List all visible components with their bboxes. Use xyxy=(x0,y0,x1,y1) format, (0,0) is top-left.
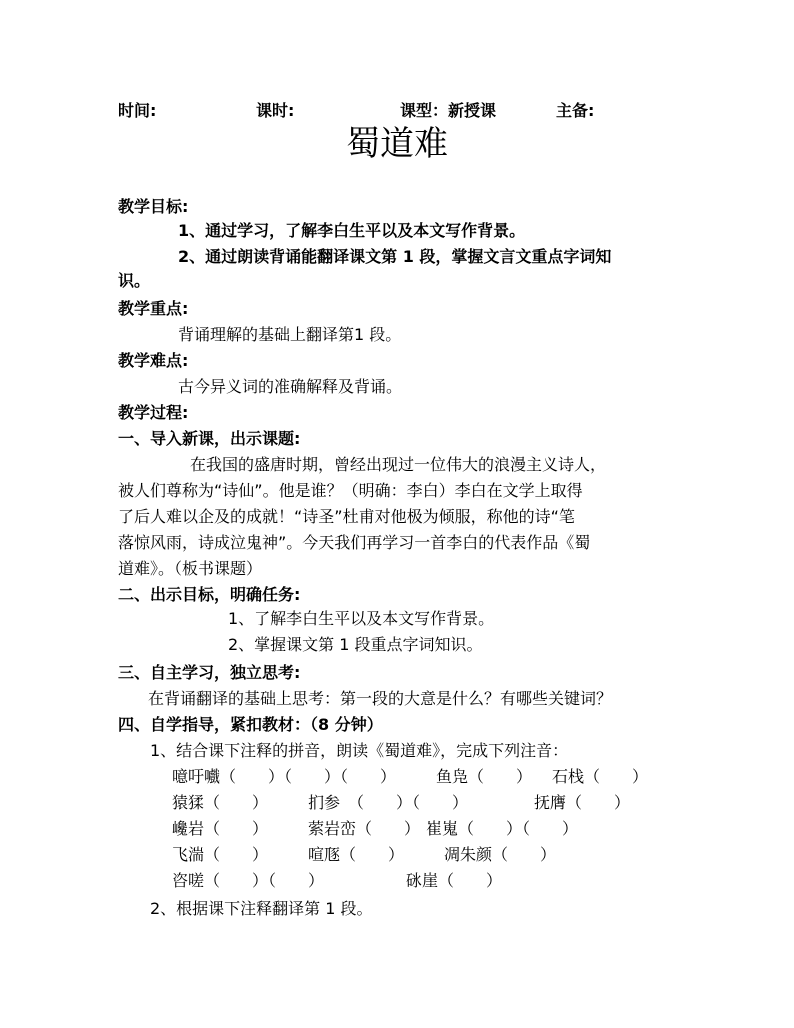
objective-item-2: 2、通过朗读背诵能翻译课文第 1 段，掌握文言文重点字词知 xyxy=(178,247,612,266)
difficulties-heading: 教学难点: xyxy=(118,351,189,370)
key-points-text: 背诵理解的基础上翻译第1 段。 xyxy=(178,325,402,344)
section2-item-2: 2、掌握课文第 1 段重点字词知识。 xyxy=(228,635,483,654)
pinyin-item: 石栈（ ） xyxy=(552,767,649,786)
section4-heading: 四、自学指导，紧扣教材：（8 分钟） xyxy=(118,715,383,734)
pinyin-item: 喧豗（ ） xyxy=(308,845,405,864)
difficulties-text: 古今异义词的准确解释及背诵。 xyxy=(178,377,403,396)
section4-task-2: 2、根据课下注释翻译第 1 段。 xyxy=(150,899,373,918)
section1-line-1: 在我国的盛唐时期，曾经出现过一位伟大的浪漫主义诗人， xyxy=(190,455,607,474)
section3-text: 在背诵翻译的基础上思考：第一段的大意是什么？有哪些关键词？ xyxy=(148,689,613,708)
section4-task-1: 1、结合课下注释的拼音，朗读《蜀道难》，完成下列注音： xyxy=(150,741,569,760)
pinyin-item: 咨嗟（ ）（ ） xyxy=(172,871,325,890)
pinyin-item: 鱼凫（ ） xyxy=(436,767,533,786)
pinyin-item: 猿猱（ ） xyxy=(172,793,269,812)
lesson-type-label: 课型：新授课 xyxy=(400,101,497,120)
pinyin-item: 崔嵬（ ）（ ） xyxy=(426,819,579,838)
time-label: 时间: xyxy=(118,101,157,120)
objective-item-1: 1、通过学习，了解李白生平以及本文写作背景。 xyxy=(178,221,526,240)
objective-item-2-continued: 识。 xyxy=(118,271,151,290)
pinyin-item: 扪参 （ ）（ ） xyxy=(308,793,469,812)
section2-heading: 二、出示目标，明确任务: xyxy=(118,585,301,604)
pinyin-item: 砯崖（ ） xyxy=(406,871,503,890)
process-heading: 教学过程: xyxy=(118,403,189,422)
section1-line-5: 道难》。（板书课题） xyxy=(118,559,263,578)
section2-item-1: 1、了解李白生平以及本文写作背景。 xyxy=(228,609,495,628)
pinyin-item: 凋朱颜（ ） xyxy=(444,845,557,864)
section1-line-4: 落惊风雨，诗成泣鬼神”。今天我们再学习一首李白的代表作品《蜀 xyxy=(118,533,591,552)
pinyin-item: 萦岩峦（ ） xyxy=(308,819,421,838)
pinyin-item: 飞湍（ ） xyxy=(172,845,269,864)
preparer-label: 主备: xyxy=(556,101,595,120)
objectives-heading: 教学目标: xyxy=(118,197,189,216)
period-label: 课时: xyxy=(256,101,295,120)
pinyin-item: 抚膺（ ） xyxy=(534,793,631,812)
section1-heading: 一、导入新课，出示课题: xyxy=(118,429,301,448)
section1-line-3: 了后人难以企及的成就！“诗圣”杜甫对他极为倾服，称他的诗“笔 xyxy=(118,507,575,526)
section3-heading: 三、自主学习，独立思考: xyxy=(118,663,301,682)
pinyin-item: 噫吁嚱（ ）（ ）（ ） xyxy=(172,767,397,786)
pinyin-item: 巉岩（ ） xyxy=(172,819,269,838)
section1-line-2: 被人们尊称为“诗仙”。他是谁？（明确：李白）李白在文学上取得 xyxy=(118,481,583,500)
page-title: 蜀道难 xyxy=(346,124,448,164)
key-points-heading: 教学重点: xyxy=(118,299,189,318)
